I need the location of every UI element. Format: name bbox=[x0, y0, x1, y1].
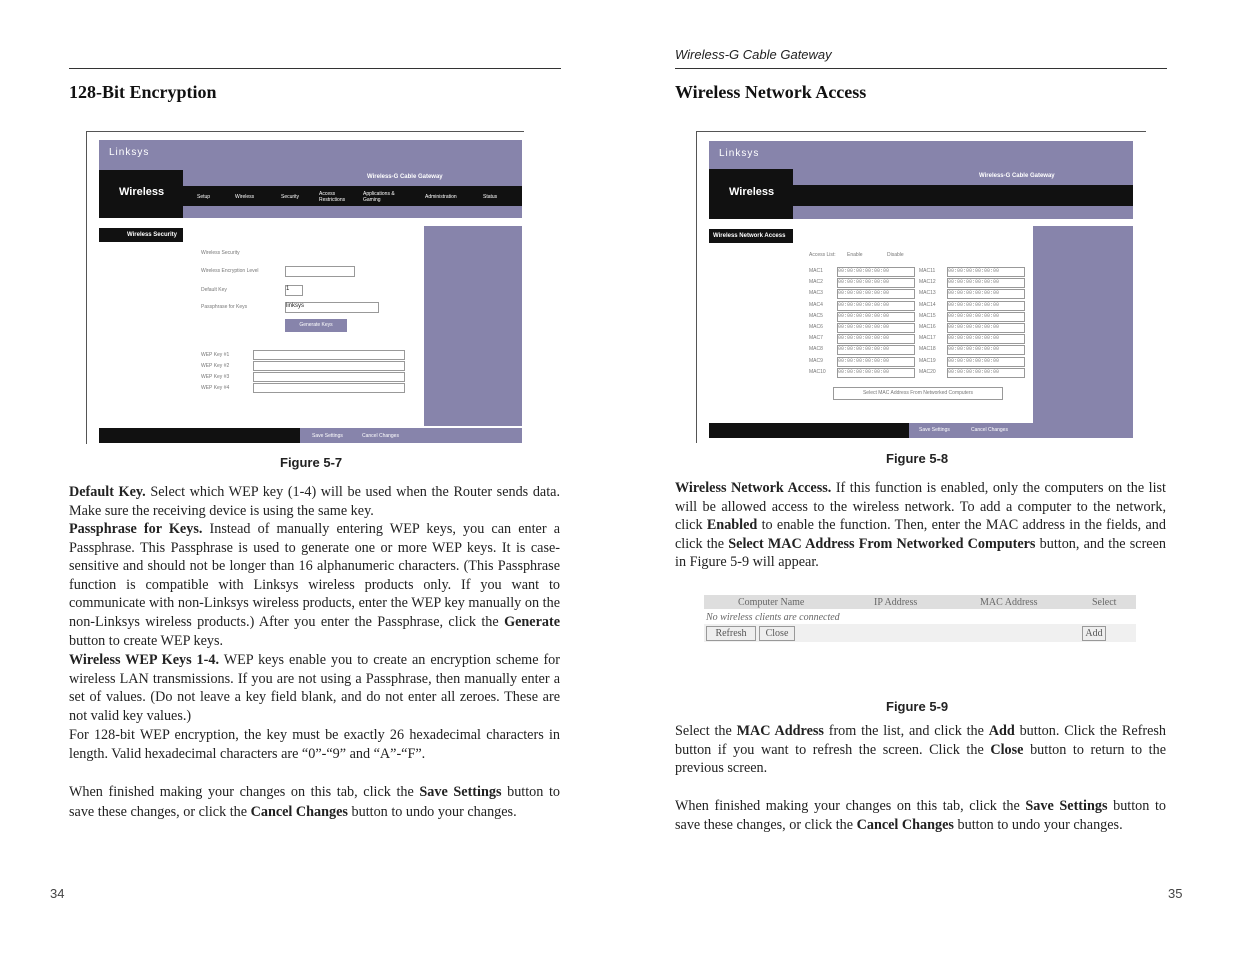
mac-label-18: MAC18 bbox=[919, 346, 936, 353]
cancel-changes-term: Cancel Changes bbox=[250, 804, 348, 820]
col-select: Select bbox=[1092, 597, 1117, 608]
disable-option[interactable]: Disable bbox=[887, 252, 904, 258]
save-settings-term: Save Settings bbox=[1025, 798, 1108, 814]
running-header: Wireless-G Cable Gateway bbox=[675, 47, 832, 62]
mac-label-13: MAC13 bbox=[919, 290, 936, 297]
tab-setup[interactable]: Setup bbox=[197, 194, 211, 200]
tab-wireless[interactable]: Wireless bbox=[235, 194, 255, 200]
default-key-term: Default Key. bbox=[69, 484, 146, 500]
col-mac-address: MAC Address bbox=[980, 597, 1038, 608]
right-purple-column bbox=[424, 226, 522, 426]
mac-label-20: MAC20 bbox=[919, 368, 936, 375]
wep-key-3-input[interactable] bbox=[253, 372, 405, 382]
mac-label-7: MAC7 bbox=[809, 335, 823, 342]
product-name: Wireless-G Cable Gateway bbox=[979, 173, 1055, 179]
enable-option[interactable]: Enable bbox=[847, 252, 863, 258]
no-clients-message: No wireless clients are connected bbox=[706, 612, 840, 623]
hex-desc: For 128-bit WEP encryption, the key must be exactly 26 hexadecimal characters in length. Valid hexadecimal characters are “0”-“9” and “A”-“F”. bbox=[69, 727, 560, 762]
passphrase-desc-end: button to create WEP keys. bbox=[69, 632, 224, 649]
mac-field-19[interactable]: 00:00:00:00:00:00 bbox=[947, 357, 1025, 367]
mac-label-8: MAC8 bbox=[809, 346, 823, 353]
product-name: Wireless-G Cable Gateway bbox=[367, 174, 443, 180]
right-paragraph-1 bbox=[675, 479, 1166, 572]
finish-text-b: button to save these changes, or click the bbox=[69, 784, 560, 820]
select-text-c: button. Click the Refresh button if you want to refresh the screen. Click the bbox=[675, 723, 1166, 758]
mac-field-20[interactable]: 00:00:00:00:00:00 bbox=[947, 368, 1025, 378]
select-mac-term: Select MAC Address From Networked Computers bbox=[728, 535, 1036, 552]
mac-field-16[interactable]: 00:00:00:00:00:00 bbox=[947, 323, 1025, 333]
mac-label-11: MAC11 bbox=[919, 268, 936, 274]
product-bar bbox=[183, 170, 522, 186]
linksys-logo: Linksys bbox=[109, 147, 150, 158]
mac-label-9: MAC9 bbox=[809, 357, 823, 364]
right-paragraph-3 bbox=[675, 797, 1166, 834]
linksys-logo: Linksys bbox=[719, 148, 760, 159]
figure-5-9-caption: Figure 5-9 bbox=[886, 699, 949, 714]
mac-field-9[interactable]: 00:00:00:00:00:00 bbox=[837, 357, 915, 367]
add-term: Add bbox=[988, 723, 1015, 739]
left-paragraph-4 bbox=[69, 726, 560, 763]
left-paragraph-2 bbox=[69, 520, 560, 650]
add-button[interactable]: Add bbox=[1082, 626, 1106, 641]
tab-access[interactable]: Access Restrictions bbox=[319, 191, 346, 203]
select-text-a: Select the bbox=[675, 723, 737, 739]
left-header-rule bbox=[69, 68, 561, 69]
save-settings-button[interactable]: Save Settings bbox=[919, 427, 950, 433]
right-purple-column bbox=[1033, 226, 1133, 423]
figure-5-8-screenshot bbox=[696, 131, 1146, 443]
finish-text-a: When finished making your changes on this tab, click the bbox=[69, 784, 420, 800]
default-key-desc: Select which WEP key (1-4) will be used when the Router sends data. Make sure the receiving device is using the same key. bbox=[69, 484, 560, 519]
wep-key-4-input[interactable] bbox=[253, 383, 405, 393]
finish-text-b: button to save these changes, or click the bbox=[675, 798, 1166, 833]
save-settings-button[interactable]: Save Settings bbox=[312, 433, 343, 439]
finish-text-c: button to undo your changes. bbox=[953, 816, 1123, 833]
col-computer-name: Computer Name bbox=[738, 597, 805, 608]
mac-field-3[interactable]: 00:00:00:00:00:00 bbox=[837, 289, 915, 299]
mac-label-6: MAC6 bbox=[809, 324, 823, 330]
field-default-key: Default Key bbox=[201, 287, 227, 293]
tab-bar bbox=[183, 186, 522, 206]
mac-label-19: MAC19 bbox=[919, 357, 936, 364]
mac-field-1[interactable]: 00:00:00:00:00:00 bbox=[837, 267, 915, 277]
mac-field-5[interactable]: 00:00:00:00:00:00 bbox=[837, 312, 915, 322]
left-paragraph-3 bbox=[69, 651, 560, 725]
select-text-d: button to return to the previous screen. bbox=[675, 741, 1166, 777]
section-label: Wireless bbox=[729, 186, 775, 198]
mac-field-11[interactable]: 00:00:00:00:00:00 bbox=[947, 267, 1025, 277]
close-button[interactable]: Close bbox=[759, 626, 795, 641]
mac-label-4: MAC4 bbox=[809, 301, 823, 308]
figure-5-7-caption: Figure 5-7 bbox=[280, 455, 343, 470]
cancel-changes-term: Cancel Changes bbox=[856, 816, 954, 833]
passphrase-desc: Instead of manually entering WEP keys, you can enter a Passphrase. This Passphrase is used to generate one or more WEP keys. It is case-sensitive and should not be longer than 16 alphanumeric characters. (This Passphrase function is compatible with Linksys wireless products only. If you want to communicate with non-Linksys wireless products, enter the WEP key manually on the non-Linksys wireless products.) After you enter the Passphrase, click the bbox=[69, 521, 560, 630]
tab-status[interactable]: Status bbox=[483, 194, 498, 200]
left-paragraph-5 bbox=[69, 782, 560, 822]
mac-label-15: MAC15 bbox=[919, 312, 936, 319]
side-label: Wireless Security bbox=[127, 232, 177, 238]
mac-field-15[interactable]: 00:00:00:00:00:00 bbox=[947, 312, 1025, 322]
tab-bar bbox=[793, 185, 1133, 206]
finish-text-a: When finished making your changes on this tab, click the bbox=[675, 798, 1026, 814]
mac-field-13[interactable]: 00:00:00:00:00:00 bbox=[947, 289, 1025, 299]
mac-field-4[interactable]: 00:00:00:00:00:00 bbox=[837, 301, 915, 311]
col-ip-address: IP Address bbox=[874, 597, 918, 608]
save-settings-term: Save Settings bbox=[419, 784, 502, 800]
access-list-label: Access List: bbox=[809, 252, 836, 258]
mac-field-17[interactable]: 00:00:00:00:00:00 bbox=[947, 334, 1025, 344]
generate-term: Generate bbox=[504, 613, 560, 630]
side-label: Wireless Network Access bbox=[713, 233, 786, 239]
select-mac-button[interactable]: Select MAC Address From Networked Computers bbox=[833, 387, 1003, 400]
refresh-button[interactable]: Refresh bbox=[706, 626, 756, 641]
figure-5-7-screenshot bbox=[86, 131, 524, 444]
wna-term: Wireless Network Access. bbox=[675, 480, 832, 496]
mac-label-10: MAC10 bbox=[809, 368, 826, 375]
page-number-right: 35 bbox=[1168, 886, 1183, 901]
sub-tab-bar bbox=[793, 206, 1133, 219]
wep-key-4-label: WEP Key #4 bbox=[201, 385, 230, 391]
mac-label-16: MAC16 bbox=[919, 324, 936, 330]
passphrase-term: Passphrase for Keys. bbox=[69, 521, 203, 537]
mac-label-2: MAC2 bbox=[809, 279, 823, 286]
mac-label-17: MAC17 bbox=[919, 335, 936, 342]
wep-keys-term: Wireless WEP Keys 1-4. bbox=[69, 652, 220, 668]
mac-field-14[interactable]: 00:00:00:00:00:00 bbox=[947, 301, 1025, 311]
wep-key-2-label: WEP Key #2 bbox=[201, 363, 230, 369]
tab-security[interactable]: Security bbox=[281, 194, 300, 200]
banner bbox=[99, 140, 522, 170]
mac-label-3: MAC3 bbox=[809, 290, 823, 297]
tab-administration[interactable]: Administration bbox=[425, 194, 457, 200]
wep-key-1-input[interactable] bbox=[253, 350, 405, 360]
right-header-rule bbox=[675, 68, 1167, 69]
mac-label-5: MAC5 bbox=[809, 312, 823, 319]
wep-key-3-label: WEP Key #3 bbox=[201, 374, 230, 380]
mac-field-18[interactable]: 00:00:00:00:00:00 bbox=[947, 345, 1025, 355]
select-text-b: from the list, and click the bbox=[823, 723, 989, 739]
close-term: Close bbox=[990, 741, 1024, 758]
mac-field-6[interactable]: 00:00:00:00:00:00 bbox=[837, 323, 915, 333]
field-wireless-security: Wireless Security bbox=[201, 250, 240, 256]
mac-field-8[interactable]: 00:00:00:00:00:00 bbox=[837, 345, 915, 355]
wna-desc-a: If this function is enabled, only the computers on the list will be allowed access to the wireless network. To add a computer to the network, click bbox=[675, 480, 1166, 534]
section-label: Wireless bbox=[119, 186, 165, 198]
encryption-select[interactable] bbox=[285, 266, 355, 277]
wna-desc-c: button, and the screen in Figure 5-9 will appear. bbox=[675, 535, 1166, 571]
right-paragraph-2 bbox=[675, 722, 1166, 778]
cancel-changes-button[interactable]: Cancel Changes bbox=[971, 427, 1008, 433]
wna-desc-b: to enable the function. Then, enter the MAC address in the fields, and click the bbox=[675, 517, 1166, 552]
wep-key-2-input[interactable] bbox=[253, 361, 405, 371]
mac-label-12: MAC12 bbox=[919, 279, 936, 286]
right-section-title: Wireless Network Access bbox=[675, 82, 867, 102]
page-number-left: 34 bbox=[50, 886, 65, 901]
sub-tab-bar bbox=[183, 206, 522, 218]
field-encryption-level: Wireless Encryption Level bbox=[201, 268, 259, 274]
banner bbox=[709, 141, 1133, 169]
cancel-changes-button[interactable]: Cancel Changes bbox=[362, 433, 399, 439]
mac-field-2[interactable]: 00:00:00:00:00:00 bbox=[837, 278, 915, 288]
figure-5-8-caption: Figure 5-8 bbox=[886, 451, 949, 466]
mac-address-term: MAC Address bbox=[736, 723, 824, 739]
left-paragraph-1 bbox=[69, 483, 560, 520]
field-passphrase: Passphrase for Keys bbox=[201, 304, 248, 310]
mac-field-7[interactable]: 00:00:00:00:00:00 bbox=[837, 334, 915, 344]
figure-5-9-screenshot bbox=[704, 595, 1136, 685]
default-key-select[interactable]: 1 bbox=[285, 285, 303, 296]
mac-field-10[interactable]: 00:00:00:00:00:00 bbox=[837, 368, 915, 378]
enabled-term: Enabled bbox=[706, 517, 758, 534]
generate-keys-button[interactable]: Generate Keys bbox=[285, 319, 347, 332]
wep-keys-desc: WEP keys enable you to create an encryption scheme for wireless LAN transmissions. If you are not using a Passphrase, then manually enter a set of values. (Do not leave a key field blank, and do not enter all zeroes. These are not valid key values.) bbox=[69, 652, 560, 724]
left-section-title: 128-Bit Encryption bbox=[69, 82, 217, 102]
mac-field-12[interactable]: 00:00:00:00:00:00 bbox=[947, 278, 1025, 288]
mac-label-1: MAC1 bbox=[809, 268, 823, 274]
finish-text-c: button to undo your changes. bbox=[347, 804, 517, 820]
product-bar bbox=[793, 169, 1133, 185]
tab-applications[interactable]: Applications & Gaming bbox=[363, 191, 395, 203]
wep-key-1-label: WEP Key #1 bbox=[201, 352, 230, 358]
mac-label-14: MAC14 bbox=[919, 301, 936, 308]
passphrase-input[interactable]: linksys bbox=[285, 302, 379, 313]
